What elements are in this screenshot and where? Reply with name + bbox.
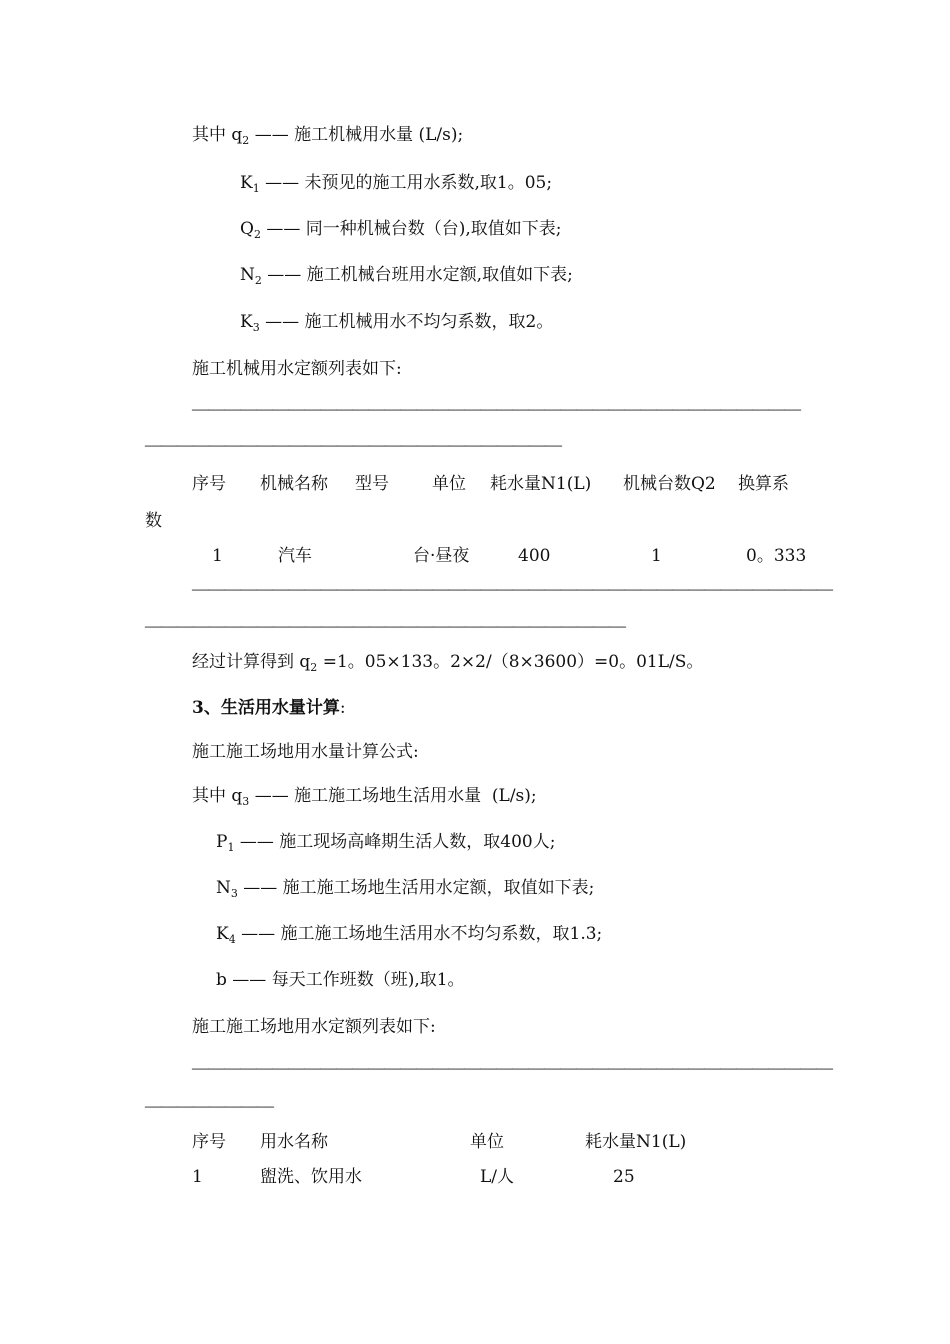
definition-b: b —— 每天工作班数（班),取1。 <box>216 970 465 990</box>
table1-rule-bottom-b: —————————————————————————————— <box>145 616 625 635</box>
table1-cell: 0。333 <box>746 546 807 566</box>
definition-k3: $K_3$ —— 施工机械用水不均匀系数，取2。 <box>240 312 554 334</box>
definition-k1: $K_1$ —— 未预见的施工用水系数,取1。05; <box>240 173 553 195</box>
table2-header-cell: 序号 <box>192 1132 226 1152</box>
table1-header-cell: 耗水量N1(L) <box>490 474 592 494</box>
definition-p1: $P_1$ —— 施工现场高峰期生活人数，取400人; <box>216 832 556 854</box>
table2-rule-a: ———————————————————————————————————————— <box>192 1058 832 1077</box>
formula-label: 施工施工场地用水量计算公式: <box>192 742 419 762</box>
definition-q2-count: $Q_2$ —— 同一种机械台数（台),取值如下表; <box>240 219 562 241</box>
table2-header-cell: 用水名称 <box>260 1132 328 1152</box>
definition-n3: $N_3$ —— 施工施工场地生活用水定额，取值如下表; <box>216 878 595 900</box>
table2-cell: 25 <box>613 1167 635 1187</box>
table2-cell: 1 <box>192 1167 203 1187</box>
calculation-result: 经过计算得到 $q_2 =1$。05×133。2×2/（8×3600）=0。01L/S。 <box>192 652 704 674</box>
table1-header-cell: 换算系 <box>738 474 789 494</box>
table2-cell: 盥洗、饮用水 <box>260 1167 362 1187</box>
section-heading: 3、生活用水量计算: <box>192 698 346 718</box>
definition-n2: $N_2$ —— 施工机械台班用水定额,取值如下表; <box>240 265 573 287</box>
table1-cell: 1 <box>212 546 223 566</box>
table1-intro: 施工机械用水定额列表如下: <box>192 359 402 379</box>
table1-cell: 1 <box>651 546 662 566</box>
definition-k4: $K_4$ —— 施工施工场地生活用水不均匀系数，取1.3; <box>216 924 603 946</box>
table1-cell: 400 <box>518 546 551 566</box>
table2-intro: 施工施工场地用水定额列表如下: <box>192 1017 436 1037</box>
table2-rule-b: ———————— <box>145 1096 273 1115</box>
table1-header-cell: 机械名称 <box>260 474 328 494</box>
table1-cell: 汽车 <box>278 546 312 566</box>
table1-cell: 台·昼夜 <box>413 546 470 566</box>
table1-header-cell: 机械台数Q2 <box>623 474 716 494</box>
table1-rule-top-b: —————————————————————————— <box>145 435 561 454</box>
table2-header-cell: 单位 <box>470 1132 504 1152</box>
table1-rule-bottom-a: ———————————————————————————————————————— <box>192 579 832 598</box>
table1-header-wrap: 数 <box>145 511 162 531</box>
definition-q2: 其中 $q_2$ —— 施工机械用水量 (L/s); <box>192 125 464 147</box>
table1-header-cell: 单位 <box>432 474 466 494</box>
table2-cell: L/人 <box>480 1167 515 1187</box>
table1-header-cell: 型号 <box>355 474 389 494</box>
table1-header-cell: 序号 <box>192 474 226 494</box>
definition-q3: 其中 $q_3$ —— 施工施工场地生活用水量 (L/s); <box>192 786 537 808</box>
table1-rule-top-a: —————————————————————————————————————— <box>192 399 800 418</box>
table2-header-cell: 耗水量N1(L) <box>585 1132 687 1152</box>
